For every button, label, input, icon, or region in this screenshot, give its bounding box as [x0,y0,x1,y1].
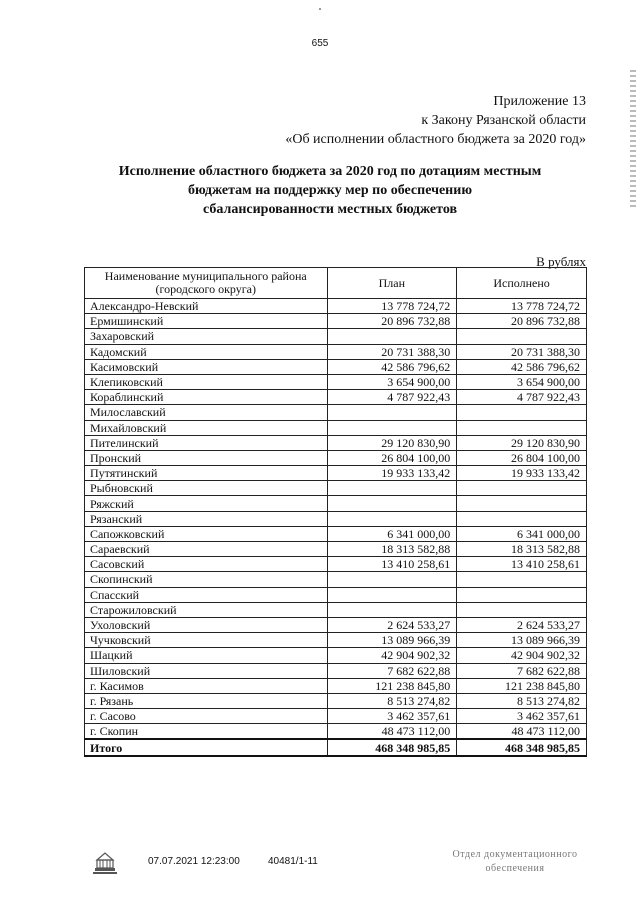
cell-name: г. Сасово [85,709,328,724]
cell-name: Ермишинский [85,314,328,329]
cell-name: Шацкий [85,648,328,663]
cell-exec: 6 341 000,00 [457,526,587,541]
cell-name: Чучковский [85,633,328,648]
cell-name: Сараевский [85,542,328,557]
cell-exec: 18 313 582,88 [457,542,587,557]
cell-name: Путятинский [85,466,328,481]
cell-name: Милославский [85,405,328,420]
table-total-row [85,739,587,755]
cell-name: Захаровский [85,329,328,344]
cell-name: Сасовский [85,557,328,572]
cell-plan [327,420,457,435]
cell-exec: 7 682 622,88 [457,663,587,678]
table-row [85,329,587,344]
table-row [85,420,587,435]
table-row [85,374,587,389]
cell-plan: 20 731 388,30 [327,344,457,359]
cell-plan: 2 624 533,27 [327,617,457,632]
cell-name: Ухоловский [85,617,328,632]
table-row [85,496,587,511]
cell-plan [327,602,457,617]
cell-plan [327,405,457,420]
cell-name: Михайловский [85,420,328,435]
cell-name: Пронский [85,450,328,465]
cell-plan [327,587,457,602]
scan-speck [319,8,321,10]
table-row [85,344,587,359]
cell-exec: 20 896 732,88 [457,314,587,329]
cell-exec: 2 624 533,27 [457,617,587,632]
units-label: В рублях [536,254,586,269]
cell-exec: 3 654 900,00 [457,374,587,389]
cell-plan [327,572,457,587]
cell-exec [457,572,587,587]
cell-name: Пителинский [85,435,328,450]
table-row [85,678,587,693]
table-row [85,435,587,450]
cell-plan [327,481,457,496]
cell-name: Шиловский [85,663,328,678]
cell-name: г. Рязань [85,693,328,708]
table-row [85,617,587,632]
table-row [85,663,587,678]
cell-plan: 8 513 274,82 [327,693,457,708]
cell-exec: 48 473 112,00 [457,724,587,740]
cell-plan: 7 682 622,88 [327,663,457,678]
appendix-line-2: к Закону Рязанской области [421,113,586,128]
cell-exec: 8 513 274,82 [457,693,587,708]
table-row [85,693,587,708]
cell-plan: 19 933 133,42 [327,466,457,481]
cell-plan: 29 120 830,90 [327,435,457,450]
cell-plan [327,329,457,344]
total-exec: 468 348 985,85 [457,739,587,755]
cell-name: Рязанский [85,511,328,526]
scan-edge-mark [630,70,636,210]
cell-name: Сапожковский [85,526,328,541]
cell-exec: 4 787 922,43 [457,390,587,405]
table-row [85,511,587,526]
cell-name: г. Касимов [85,678,328,693]
stamp-line-2: обеспечения [485,863,545,874]
footer-date: 07.07.2021 12:23:00 [148,856,240,867]
table-row [85,557,587,572]
table-row [85,602,587,617]
table-header-row [85,268,587,299]
title-line-3: сбалансированности местных бюджетов [202,202,458,217]
table-row [85,390,587,405]
cell-name: Касимовский [85,359,328,374]
cell-exec [457,329,587,344]
table-row [85,724,587,740]
cell-plan: 3 654 900,00 [327,374,457,389]
cell-plan: 13 089 966,39 [327,633,457,648]
cell-exec [457,587,587,602]
total-plan: 468 348 985,85 [327,739,457,755]
cell-name: Клепиковский [85,374,328,389]
cell-name: г. Скопин [85,724,328,740]
appendix-line-1: Приложение 13 [493,94,586,109]
title-line-2: бюджетам на поддержку мер по обеспечению [187,183,473,198]
emblem-icon [92,848,118,876]
cell-exec [457,496,587,511]
cell-plan: 121 238 845,80 [327,678,457,693]
footer-registration-number: 40481/1-11 [268,856,318,867]
cell-name: Скопинский [85,572,328,587]
cell-exec: 13 410 258,61 [457,557,587,572]
table-row [85,572,587,587]
table-row [85,299,587,314]
table-row [85,542,587,557]
cell-exec: 26 804 100,00 [457,450,587,465]
document-title [90,162,570,219]
table-row [85,405,587,420]
cell-exec: 29 120 830,90 [457,435,587,450]
cell-name: Александро-Невский [85,299,328,314]
header-plan: План [327,268,457,299]
cell-exec [457,511,587,526]
cell-exec [457,602,587,617]
table-row [85,481,587,496]
cell-name: Кадомский [85,344,328,359]
cell-name: Кораблинский [85,390,328,405]
header-exec: Исполнено [457,268,587,299]
table-row [85,466,587,481]
cell-plan: 6 341 000,00 [327,526,457,541]
cell-plan: 42 586 796,62 [327,359,457,374]
cell-name: Ряжский [85,496,328,511]
cell-name: Спасский [85,587,328,602]
table-row [85,648,587,663]
cell-plan: 3 462 357,61 [327,709,457,724]
cell-exec: 121 238 845,80 [457,678,587,693]
cell-exec: 20 731 388,30 [457,344,587,359]
cell-exec [457,420,587,435]
total-label: Итого [85,739,328,755]
appendix-reference [285,92,586,149]
table-row [85,633,587,648]
cell-plan: 42 904 902,32 [327,648,457,663]
appendix-line-3: «Об исполнении областного бюджета за 2020 год» [285,132,586,147]
cell-plan: 20 896 732,88 [327,314,457,329]
cell-exec [457,405,587,420]
cell-plan: 26 804 100,00 [327,450,457,465]
cell-plan [327,496,457,511]
header-name: Наименование муниципального района (городского округа) [85,268,328,299]
cell-plan: 13 410 258,61 [327,557,457,572]
cell-plan: 13 778 724,72 [327,299,457,314]
cell-plan: 48 473 112,00 [327,724,457,740]
cell-exec: 42 586 796,62 [457,359,587,374]
cell-exec: 13 089 966,39 [457,633,587,648]
department-stamp [440,848,590,876]
cell-plan: 4 787 922,43 [327,390,457,405]
table-row [85,526,587,541]
table-row [85,709,587,724]
cell-exec: 3 462 357,61 [457,709,587,724]
cell-name: Старожиловский [85,602,328,617]
budget-table [84,267,587,757]
table-row [85,314,587,329]
cell-exec: 13 778 724,72 [457,299,587,314]
table-row [85,450,587,465]
table-row [85,359,587,374]
title-line-1: Исполнение областного бюджета за 2020 год по дотациям местным [118,164,542,179]
table-row [85,587,587,602]
cell-exec: 19 933 133,42 [457,466,587,481]
cell-plan [327,511,457,526]
cell-name: Рыбновский [85,481,328,496]
cell-exec [457,481,587,496]
page-number: 655 [311,38,329,49]
stamp-line-1: Отдел документационного [452,849,578,860]
cell-exec: 42 904 902,32 [457,648,587,663]
cell-plan: 18 313 582,88 [327,542,457,557]
